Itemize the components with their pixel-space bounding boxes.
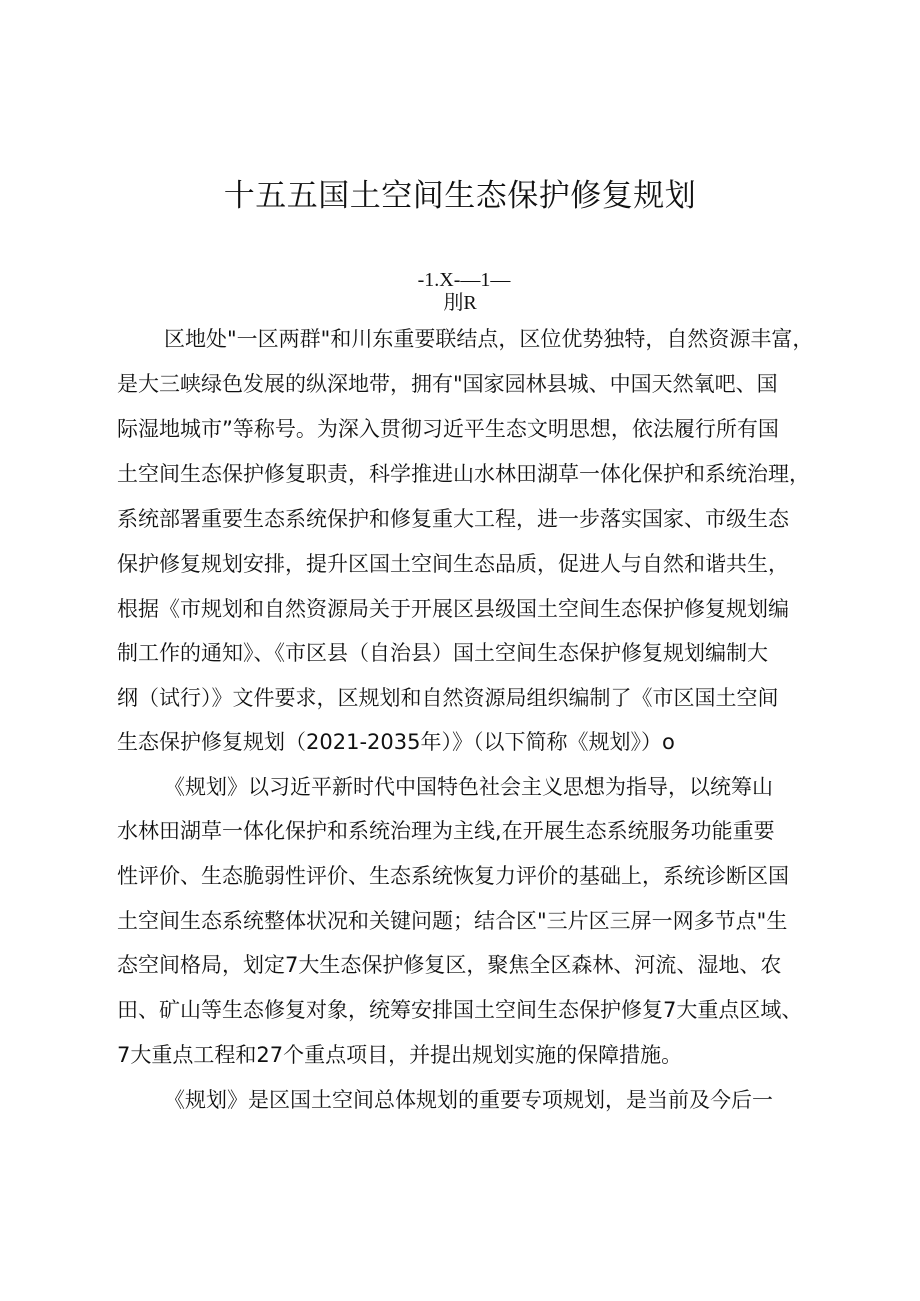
paragraph-1-line-10: 生态保护修复规划（2021-2035年）》（以下简称《规划》）o	[117, 730, 675, 754]
paragraph-2-line-5: 态空间格局，划定7大生态保护修复区，聚焦全区森林、河流、湿地、农	[117, 953, 782, 977]
paragraph-1-line-3: 际湿地城市”等称号。为深入贯彻习近平生态文明思想，依法履行所有国	[117, 417, 779, 441]
paragraph-1-line-8: 制工作的通知》、《市区县（自治县）国土空间生态保护修复规划编制大	[117, 641, 768, 665]
paragraph-2-line-3: 性评价、生态脆弱性评价、生态系统恢复力评价的基础上，系统诊断区国	[117, 864, 789, 888]
paragraph-3-line-1: 《规划》是区国土空间总体规划的重要专项规划，是当前及今后一	[164, 1088, 773, 1112]
paragraph-1-line-9: 纲（试行）》文件要求，区规划和自然资源局组织编制了《市区国土空间	[117, 686, 779, 710]
document-title: 十五五国土空间生态保护修复规划	[223, 178, 697, 214]
subheading-preface: 刖R	[443, 292, 477, 314]
paragraph-1-line-7: 根据《市规划和自然资源局关于开展区县级国土空间生态保护修复规划编	[117, 597, 789, 621]
paragraph-1-line-2: 是大三峡绿色发展的纵深地带，拥有"国家园林县城、中国天然氧吧、国	[117, 372, 778, 396]
paragraph-2-line-2: 水林田湖草一体化保护和系统治理为主线,在开展生态系统服务功能重要	[117, 819, 775, 843]
paragraph-1-line-5: 系统部署重要生态系统保护和修复重大工程，进一步落实国家、市级生态	[117, 507, 789, 531]
paragraph-2-line-1: 《规划》以习近平新时代中国特色社会主义思想为指导，以统筹山	[164, 775, 773, 799]
paragraph-1-line-4: 土空间生态保护修复职责，科学推进山水林田湖草一体化保护和系统治理，	[117, 462, 810, 486]
paragraph-2-line-7: 7大重点工程和27个重点项目，并提出规划实施的保障措施。	[117, 1043, 683, 1067]
subheading-marker: -1.X-—1—	[417, 269, 511, 291]
paragraph-1-line-6: 保护修复规划安排，提升区国土空间生态品质，促进人与自然和谐共生，	[117, 552, 789, 576]
paragraph-2-line-6: 田、矿山等生态修复对象，统筹安排国土空间生态保护修复7大重点区域、	[117, 998, 803, 1022]
paragraph-2-line-4: 土空间生态系统整体状况和关键问题；结合区"三片区三屏一网多节点"生	[117, 909, 788, 933]
paragraph-1-line-1: 区地处"一区两群"和川东重要联结点，区位优势独特，自然资源丰富，	[164, 327, 814, 351]
